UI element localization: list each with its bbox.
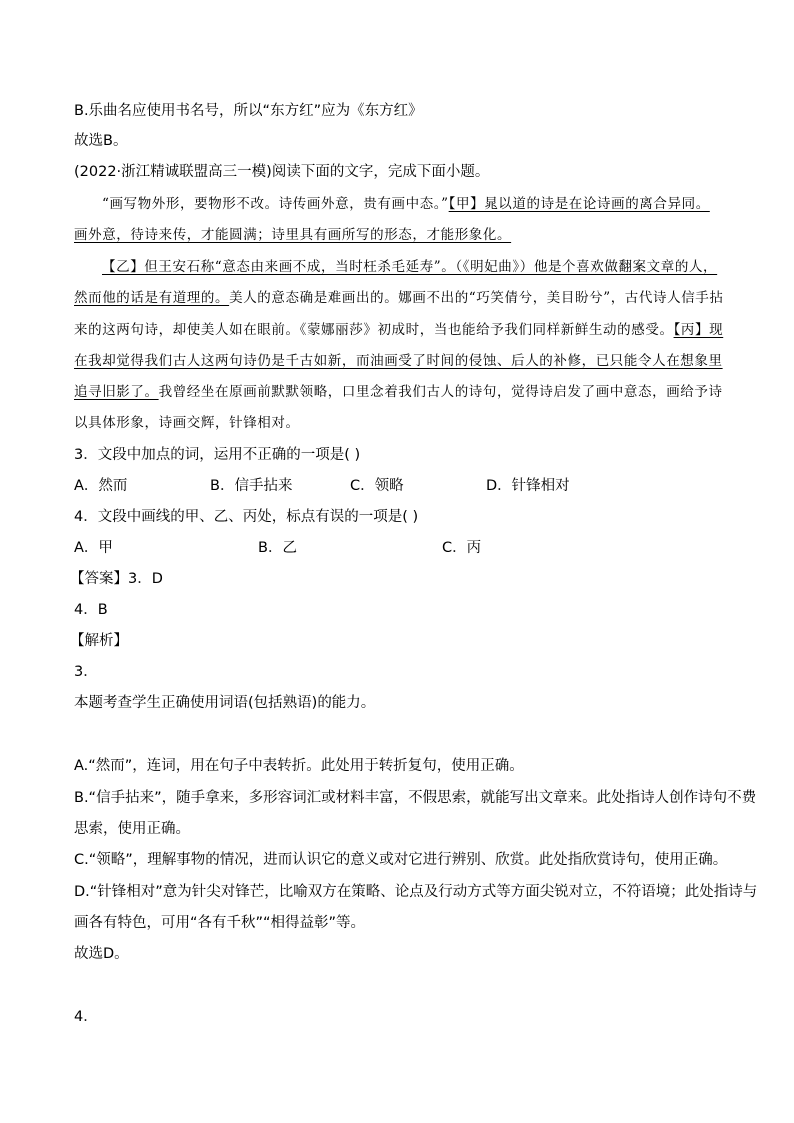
passage-text: 来的这两句诗，却使美人如在眼前。《蒙娜丽莎》初成时，当也能给予我们同样新鲜生动的感受。	[74, 322, 674, 338]
analysis-num3: 3．	[74, 664, 98, 680]
answer-label: 【答案】3．D	[70, 571, 163, 587]
q3-option-b: B．信手拈来	[210, 478, 293, 494]
passage-text: 以具体形象，诗画交辉，针锋相对。	[74, 415, 300, 431]
answer-q4: 4．B	[74, 602, 108, 618]
passage-line-7	[74, 382, 724, 402]
prev-conclusion: 故选B。	[74, 133, 128, 149]
passage-quote: “画写物外形，要物形不改。诗传画外意，贵有画中态。”	[102, 196, 449, 212]
passage-text: 美人的意态确是难画出的。娜画不出的“巧笑倩兮，美目盼兮”，古代诗人信手拈	[229, 290, 724, 306]
analysis-c: C.“领略”，理解事物的情况，进而认识它的意义或对它进行辨别、欣赏。此处指欣赏诗句，使用正确。	[74, 852, 728, 868]
passage-line-8	[74, 413, 724, 433]
underline-bing: 【丙】现	[673, 322, 724, 338]
analysis-d-line1: D.“针锋相对”意为针尖对锋芒，比喻双方在策略、论点及行动方式等方面尖锐对立，不符语境；此处指诗与	[74, 884, 758, 900]
q3-option-d: D．针锋相对	[486, 478, 570, 494]
q4-option-c: C．丙	[442, 540, 482, 556]
passage-text: 我曾经坐在原画前默默领略，口里念着我们古人的诗句，觉得诗启发了画中意态，画给予诗	[158, 384, 723, 400]
analysis-num4: 4．	[74, 1009, 98, 1025]
analysis-intro: 本题考查学生正确使用词语(包括熟语)的能力。	[74, 695, 376, 711]
passage-line-6	[74, 351, 724, 371]
analysis-label: 【解析】	[70, 633, 128, 649]
analysis-a: A.“然而”，连词，用在句子中表转折。此处用于转折复句，使用正确。	[74, 758, 524, 774]
q4-option-b: B．乙	[258, 540, 297, 556]
underline-yi: 【乙】但王安石称“意态由来画不成，当时枉杀毛延寿”。（《明妃曲》）他是个喜欢做翻案文章的人，	[102, 259, 718, 275]
passage-line-2	[74, 225, 724, 245]
analysis-b-line2: 思索，使用正确。	[74, 821, 190, 837]
prev-answer-b: B.乐曲名应使用书名号，所以“东方红”应为《东方红》	[74, 103, 423, 119]
underline-bing-end: 追寻旧影了。	[74, 384, 159, 400]
analysis-conclusion: 故选D。	[74, 946, 129, 962]
q3-option-c: C．领略	[350, 478, 404, 494]
underline-jia: 【甲】晁以道的诗是在论诗画的离合异同。	[448, 196, 710, 212]
analysis-d-line2: 画各有特色，可用“各有千秋”“相得益彰”等。	[74, 915, 366, 931]
underline-jia-cont: 画外意，待诗来传，才能圆满；诗里具有画所写的形态，才能形象化。	[74, 227, 512, 243]
q3-stem: 3．文段中加点的词，运用不正确的一项是( )	[74, 447, 361, 463]
q4-stem: 4．文段中画线的甲、乙、丙处，标点有误的一项是( )	[74, 509, 419, 525]
passage-line-1	[102, 194, 724, 214]
passage-line-5	[74, 320, 724, 340]
passage-line-4	[74, 288, 724, 308]
question-intro: (2022·浙江精诚联盟高三一模)阅读下面的文字，完成下面小题。	[74, 164, 490, 180]
underline-bing-cont: 在我却觉得我们古人这两句诗仍是千古如新，而油画受了时间的侵蚀、后人的补修，已只能令人在想象里	[74, 353, 723, 369]
analysis-b-line1: B.“信手拈来”，随手拿来，多形容词汇或材料丰富，不假思索，就能写出文章来。此处指诗人创作诗句不费	[74, 790, 757, 806]
passage-line-3	[102, 257, 724, 277]
q4-option-a: A．甲	[74, 540, 113, 556]
q3-option-a: A．然而	[74, 478, 128, 494]
underline-yi-cont: 然而他的话是有道理的。	[74, 290, 230, 306]
